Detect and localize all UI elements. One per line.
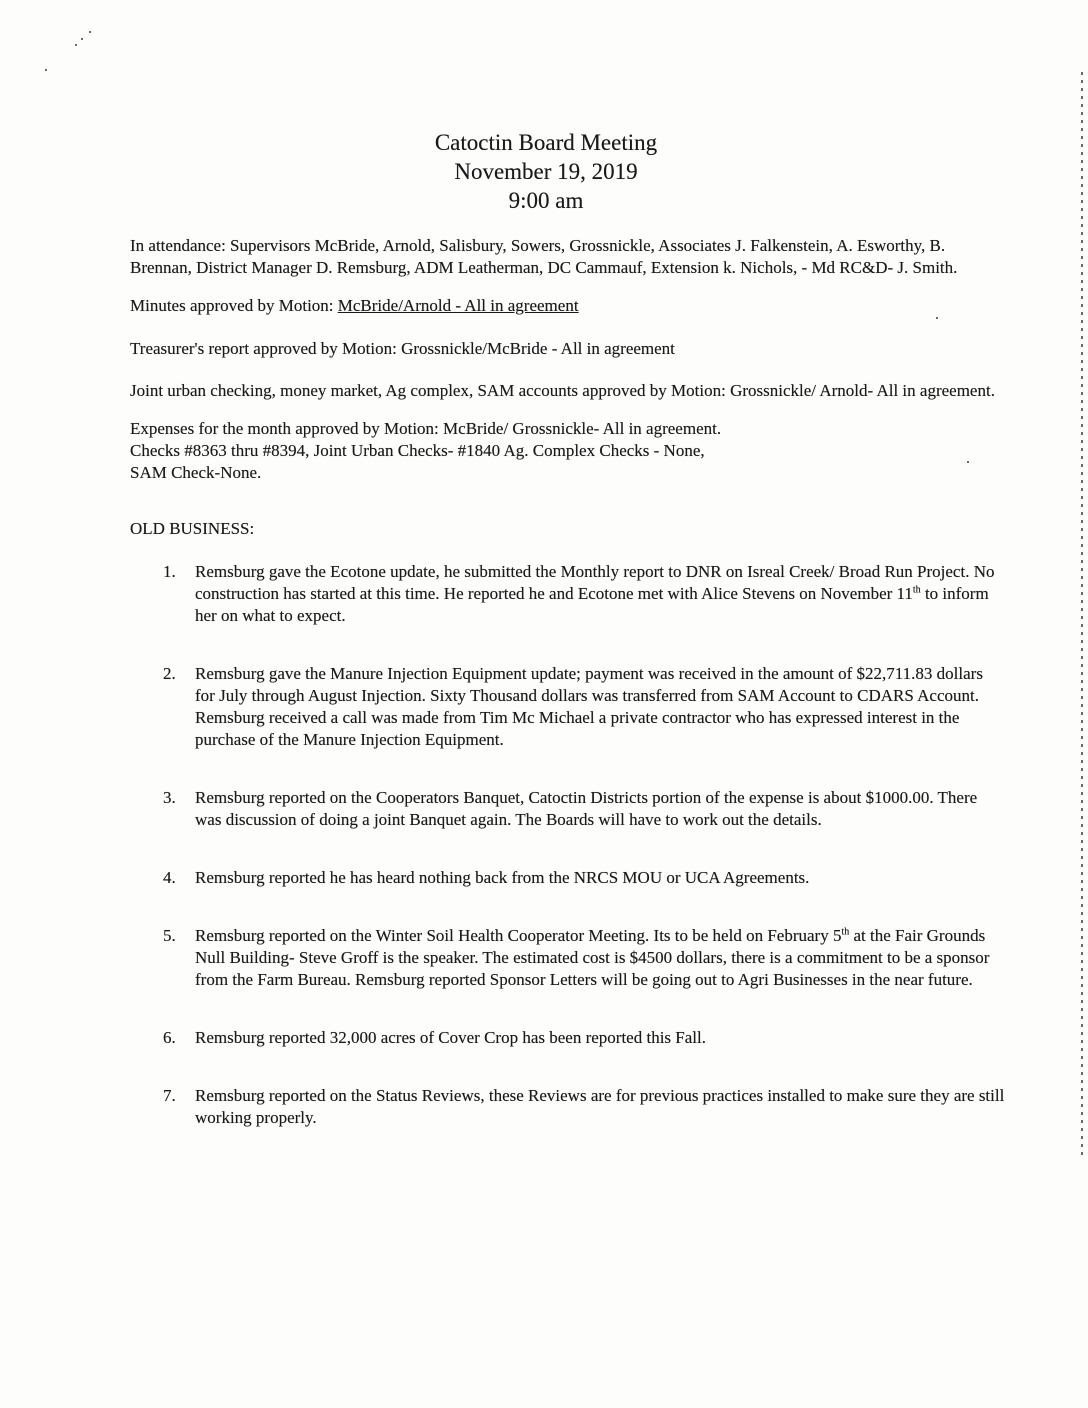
expenses-paragraph [130,418,1006,484]
title-line-meeting: Catoctin Board Meeting [434,130,658,155]
title-line-date: November 19, 2019 [454,159,638,184]
item-number: 6. [163,1028,176,1047]
old-business-item-6 [130,1027,1006,1049]
item-text-part: to inform her on what to expect. [195,584,989,625]
treasurer-report-paragraph: Treasurer's report approved by Motion: Grossnickle/McBride - All in agreement [130,339,675,358]
item-number: 1. [163,562,176,581]
item-text-part: Remsburg gave the Manure Injection Equipment update; payment was received in the amount of $22,711.83 dollars for July through August Injection. Sixty Thousand dollars was transferred from SAM Account to CDARS Account. Remsburg received a call was made from Tim Mc Michael a private contractor who has expressed interest in the purchase of the Manure Injection Equipment. [195,664,983,749]
scan-edge-line-artifact [1081,72,1083,1160]
minutes-approval-motion: McBride/Arnold - All in agreement [337,296,579,315]
item-text-part: Remsburg reported on the Cooperators Banquet, Catoctin Districts portion of the expense is about $1000.00. There was discussion of doing a joint Banquet again. The Boards will have to work out the details. [195,788,978,829]
item-text-part: Remsburg gave the Ecotone update, he submitted the Monthly report to DNR on Isreal Creek/ Broad Run Project. No construction has started at this time. He reported he and Ecotone met with Alice Stevens on November 11 [195,562,995,603]
minutes-approval-prefix: Minutes approved by Motion: [130,296,338,315]
item-text-part: Remsburg reported on the Status Reviews, these Reviews are for previous practices installed to make sure they are still working properly. [195,1086,1005,1127]
item-number: 3. [163,788,176,807]
scan-speck-artifact [45,69,47,71]
title-line-time: 9:00 am [508,188,584,213]
item-number: 4. [163,868,176,887]
old-business-item-3 [130,787,1006,831]
scan-speck-artifact [75,44,77,46]
expenses-line-3: SAM Check-None. [130,463,262,482]
old-business-list [130,561,1006,1129]
item-text [195,1085,1006,1129]
item-text [195,867,1006,889]
scan-speck-artifact [89,31,91,33]
item-text-superscript: th [912,584,921,596]
attendance-paragraph: In attendance: Supervisors McBride, Arnold, Salisbury, Sowers, Grossnickle, Associates J. Falkenstein, A. Esworthy, B. Brennan, District Manager D. Remsburg, ADM Leatherman, DC Cammauf, Extension k. Nichols, - Md RC&D- J. Smith. [130,236,958,277]
old-business-heading: OLD BUSINESS: [130,519,255,538]
old-business-item-7 [130,1085,1006,1129]
accounts-approval-paragraph: Joint urban checking, money market, Ag complex, SAM accounts approved by Motion: Grossnickle/ Arnold- All in agreement. [130,381,995,400]
document-title [108,128,984,215]
item-number: 2. [163,664,176,683]
item-text [195,561,1006,627]
item-text [195,1027,1006,1049]
minutes-approval-paragraph [130,295,1006,317]
item-number: 5. [163,926,176,945]
old-business-item-2 [130,663,1006,751]
old-business-item-1 [130,561,1006,627]
item-number: 7. [163,1086,176,1105]
old-business-item-4 [130,867,1006,889]
item-text [195,663,1006,751]
expenses-line-1: Expenses for the month approved by Motion: McBride/ Grossnickle- All in agreement. [130,419,722,438]
item-text-superscript: th [841,926,850,938]
document-content [130,128,1006,1165]
expenses-line-2: Checks #8363 thru #8394, Joint Urban Checks- #1840 Ag. Complex Checks - None, [130,441,705,460]
item-text-part: Remsburg reported 32,000 acres of Cover Crop has been reported this Fall. [195,1028,706,1047]
item-text [195,787,1006,831]
scan-speck-artifact [81,38,83,40]
item-text-part: Remsburg reported on the Winter Soil Health Cooperator Meeting. Its to be held on February 5 [195,926,842,945]
item-text-part: Remsburg reported he has heard nothing back from the NRCS MOU or UCA Agreements. [195,868,810,887]
old-business-item-5 [130,925,1006,991]
item-text [195,925,1006,991]
item-text-part: at the Fair Grounds Null Building- Steve Groff is the speaker. The estimated cost is $4500 dollars, there is a commitment to be a sponsor from the Farm Bureau. Remsburg reported Sponsor Letters will be going out to Agri Businesses in the near future. [195,926,990,989]
